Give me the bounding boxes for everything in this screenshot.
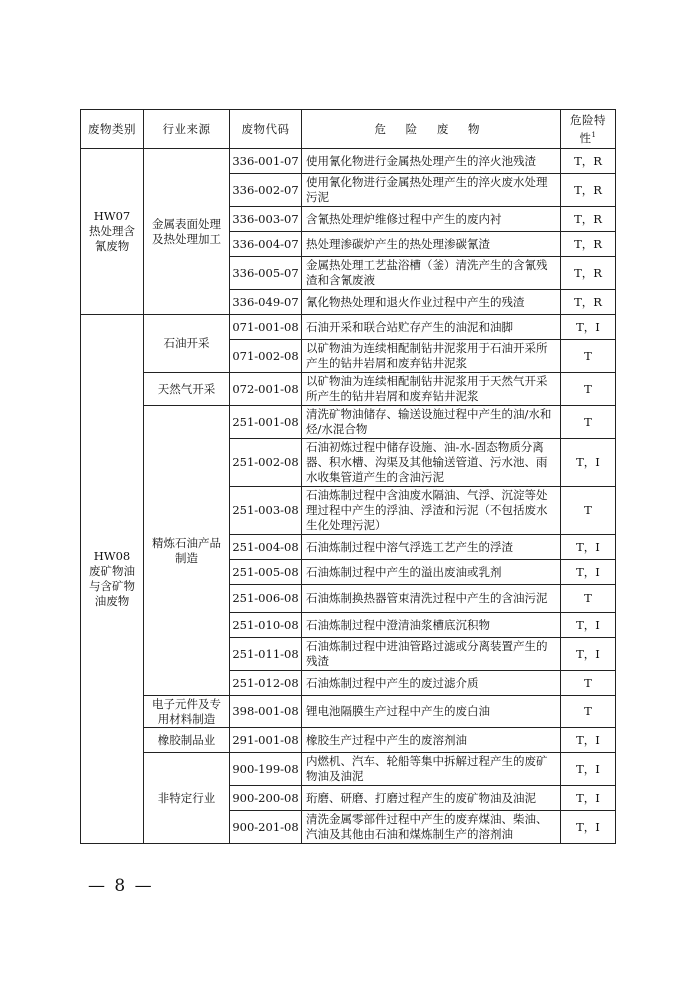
industry-source-cell: 橡胶制品业 bbox=[144, 728, 230, 753]
table-row bbox=[81, 315, 616, 340]
waste-code-cell: 291-001-08 bbox=[230, 728, 302, 753]
waste-code-cell: 251-003-08 bbox=[230, 487, 302, 535]
waste-code-cell: 251-005-08 bbox=[230, 560, 302, 585]
industry-source-cell: 电子元件及专 用材料制造 bbox=[144, 696, 230, 728]
hazard-characteristic-cell: T，I bbox=[561, 753, 616, 786]
table-row bbox=[81, 696, 616, 728]
hazard-characteristic-cell: T bbox=[561, 487, 616, 535]
waste-description-cell: 清洗矿物油储存、输送设施过程中产生的油/水和烃/水混合物 bbox=[302, 406, 561, 439]
waste-description-cell: 石油炼制过程中澄清油浆槽底沉积物 bbox=[302, 613, 561, 638]
hazard-characteristic-cell: T，R bbox=[561, 174, 616, 207]
hazard-characteristic-cell: T，I bbox=[561, 439, 616, 487]
hazard-characteristic-cell: T bbox=[561, 373, 616, 406]
waste-code-cell: 251-006-08 bbox=[230, 585, 302, 613]
waste-code-cell: 071-001-08 bbox=[230, 315, 302, 340]
table-row bbox=[81, 753, 616, 786]
waste-category-cell: HW08 废矿物油 与含矿物 油废物 bbox=[81, 315, 144, 844]
hazard-characteristic-cell: T，I bbox=[561, 535, 616, 560]
header-industry-source: 行业来源 bbox=[144, 110, 230, 149]
waste-code-cell: 900-200-08 bbox=[230, 786, 302, 811]
industry-source-cell: 金属表面处理 及热处理加工 bbox=[144, 149, 230, 315]
waste-description-cell: 珩磨、研磨、打磨过程产生的废矿物油及油泥 bbox=[302, 786, 561, 811]
hazard-characteristic-cell: T，R bbox=[561, 290, 616, 315]
hazard-characteristic-cell: T bbox=[561, 671, 616, 696]
waste-code-cell: 336-005-07 bbox=[230, 257, 302, 290]
hazard-characteristic-cell: T，R bbox=[561, 207, 616, 232]
header-hazardous-waste: 危 险 废 物 bbox=[302, 110, 561, 149]
waste-description-cell: 橡胶生产过程中产生的废溶剂油 bbox=[302, 728, 561, 753]
waste-code-cell: 900-199-08 bbox=[230, 753, 302, 786]
waste-description-cell: 石油开采和联合站贮存产生的油泥和油脚 bbox=[302, 315, 561, 340]
hazard-characteristic-cell: T，I bbox=[561, 560, 616, 585]
waste-code-cell: 251-002-08 bbox=[230, 439, 302, 487]
waste-description-cell: 石油初炼过程中储存设施、油-水-固态物质分离器、积水槽、沟渠及其他输送管道、污水池、雨水收集管道产生的含油污泥 bbox=[302, 439, 561, 487]
waste-description-cell: 氰化物热处理和退火作业过程中产生的残渣 bbox=[302, 290, 561, 315]
waste-code-cell: 336-003-07 bbox=[230, 207, 302, 232]
waste-code-cell: 251-011-08 bbox=[230, 638, 302, 671]
waste-description-cell: 石油炼制换热器管束清洗过程中产生的含油污泥 bbox=[302, 585, 561, 613]
industry-source-cell: 精炼石油产品 制造 bbox=[144, 406, 230, 696]
table-row bbox=[81, 728, 616, 753]
waste-code-cell: 336-001-07 bbox=[230, 149, 302, 174]
waste-description-cell: 石油炼制过程中产生的废过滤介质 bbox=[302, 671, 561, 696]
waste-code-cell: 336-002-07 bbox=[230, 174, 302, 207]
industry-source-cell: 天然气开采 bbox=[144, 373, 230, 406]
waste-code-cell: 071-002-08 bbox=[230, 340, 302, 373]
hazard-characteristic-cell: T，I bbox=[561, 315, 616, 340]
waste-description-cell: 石油炼制过程中含油废水隔油、气浮、沉淀等处理过程中产生的浮油、浮渣和污泥（不包括废水生化处理污泥） bbox=[302, 487, 561, 535]
header-hazard-characteristic: 危险特性$^1$ bbox=[561, 110, 616, 149]
table-row bbox=[81, 373, 616, 406]
table-header-row bbox=[81, 110, 616, 149]
hazard-characteristic-cell: T，R bbox=[561, 257, 616, 290]
waste-code-cell: 251-004-08 bbox=[230, 535, 302, 560]
hazard-characteristic-cell: T，I bbox=[561, 613, 616, 638]
hazard-characteristic-cell: T，I bbox=[561, 638, 616, 671]
table-row bbox=[81, 406, 616, 439]
waste-description-cell: 以矿物油为连续相配制钻井泥浆用于石油开采所产生的钻井岩屑和废弃钻井泥浆 bbox=[302, 340, 561, 373]
waste-category-cell: HW07 热处理含 氰废物 bbox=[81, 149, 144, 315]
waste-code-cell: 251-010-08 bbox=[230, 613, 302, 638]
header-waste-code: 废物代码 bbox=[230, 110, 302, 149]
hazard-characteristic-cell: T，R bbox=[561, 149, 616, 174]
waste-description-cell: 锂电池隔膜生产过程中产生的废白油 bbox=[302, 696, 561, 728]
hazard-characteristic-cell: T，I bbox=[561, 811, 616, 844]
waste-code-cell: 398-001-08 bbox=[230, 696, 302, 728]
waste-description-cell: 石油炼制过程中产生的溢出废油或乳剂 bbox=[302, 560, 561, 585]
waste-code-cell: 900-201-08 bbox=[230, 811, 302, 844]
footnote-mark: 1 bbox=[591, 130, 597, 139]
waste-code-cell: 251-001-08 bbox=[230, 406, 302, 439]
hazardous-waste-table bbox=[80, 109, 616, 844]
header-waste-category: 废物类别 bbox=[81, 110, 144, 149]
hazard-characteristic-cell: T bbox=[561, 696, 616, 728]
waste-code-cell: 072-001-08 bbox=[230, 373, 302, 406]
hazard-characteristic-cell: T，R bbox=[561, 232, 616, 257]
industry-source-cell: 石油开采 bbox=[144, 315, 230, 373]
waste-description-cell: 以矿物油为连续相配制钻井泥浆用于天然气开采所产生的钻井岩屑和废弃钻井泥浆 bbox=[302, 373, 561, 406]
table-row bbox=[81, 149, 616, 174]
industry-source-cell: 非特定行业 bbox=[144, 753, 230, 844]
waste-description-cell: 内燃机、汽车、轮船等集中拆解过程产生的废矿物油及油泥 bbox=[302, 753, 561, 786]
waste-code-cell: 336-004-07 bbox=[230, 232, 302, 257]
waste-description-cell: 清洗金属零部件过程中产生的废弃煤油、柴油、汽油及其他由石油和煤炼制生产的溶剂油 bbox=[302, 811, 561, 844]
hazard-characteristic-cell: T，I bbox=[561, 786, 616, 811]
hazard-characteristic-cell: T bbox=[561, 585, 616, 613]
waste-description-cell: 石油炼制过程中进油管路过滤或分离装置产生的残渣 bbox=[302, 638, 561, 671]
hazard-characteristic-cell: T，I bbox=[561, 728, 616, 753]
waste-code-cell: 336-049-07 bbox=[230, 290, 302, 315]
waste-description-cell: 使用氰化物进行金属热处理产生的淬火池残渣 bbox=[302, 149, 561, 174]
hazard-characteristic-cell: T bbox=[561, 406, 616, 439]
waste-description-cell: 使用氰化物进行金属热处理产生的淬火废水处理污泥 bbox=[302, 174, 561, 207]
page-number: — 8 — bbox=[88, 876, 154, 896]
waste-description-cell: 含氰热处理炉维修过程中产生的废内衬 bbox=[302, 207, 561, 232]
waste-description-cell: 石油炼制过程中溶气浮选工艺产生的浮渣 bbox=[302, 535, 561, 560]
hazard-characteristic-cell: T bbox=[561, 340, 616, 373]
waste-description-cell: 金属热处理工艺盐浴槽（釜）清洗产生的含氰残渣和含氰废液 bbox=[302, 257, 561, 290]
waste-description-cell: 热处理渗碳炉产生的热处理渗碳氰渣 bbox=[302, 232, 561, 257]
waste-code-cell: 251-012-08 bbox=[230, 671, 302, 696]
table-body bbox=[81, 149, 616, 844]
